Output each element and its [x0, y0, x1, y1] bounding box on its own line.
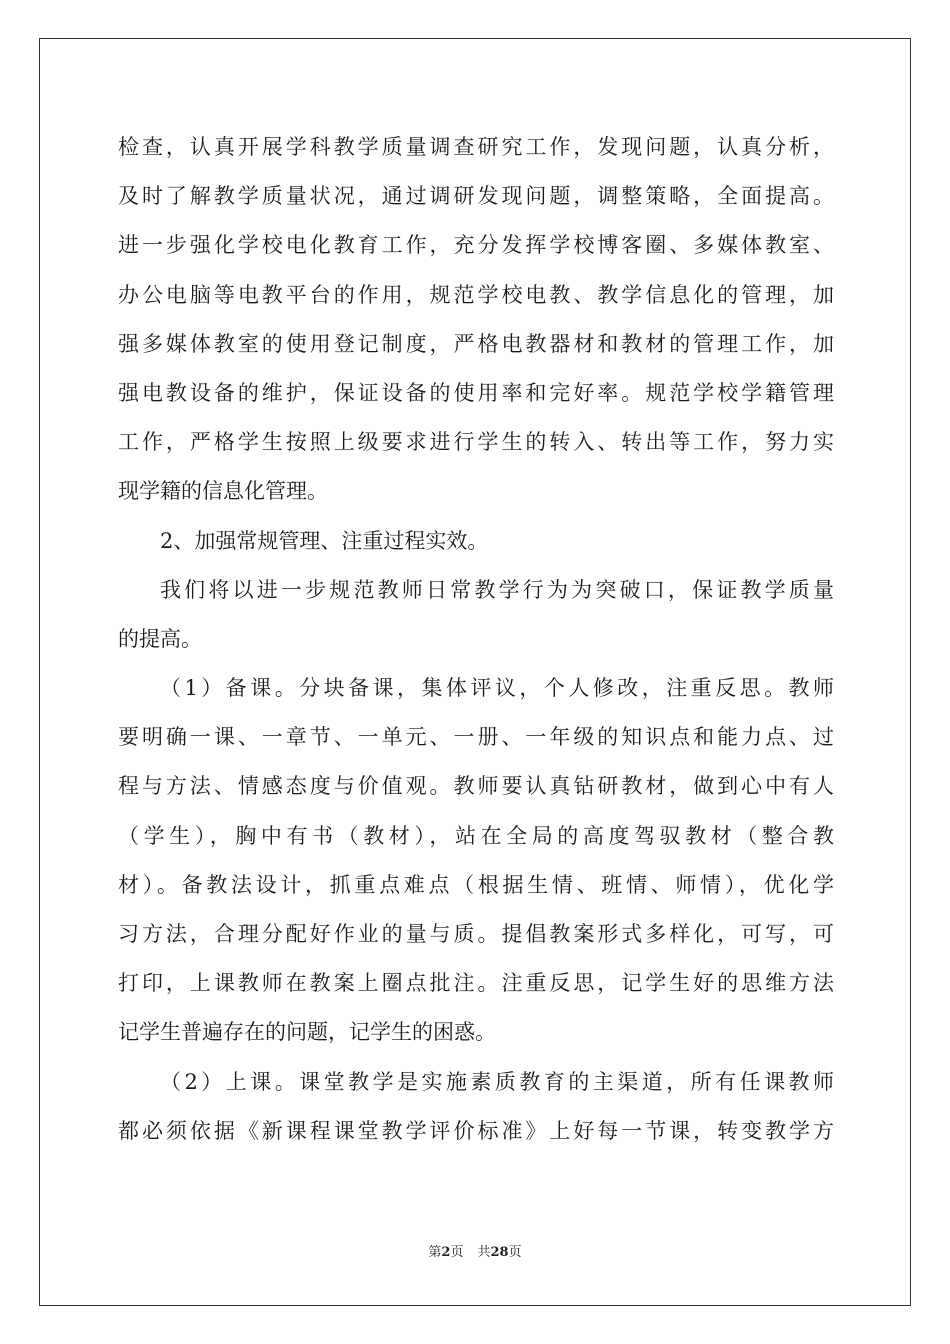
text-line: 办公电脑等电教平台的作用，规范学校电教、教学信息化的管理，加	[118, 282, 834, 307]
document-body	[118, 127, 834, 1160]
text-line: 都必须依据《新课程课堂教学评价标准》上好每一节课，转变教学方	[118, 1118, 834, 1143]
text-line: 材）。备教法设计，抓重点难点（根据生情、班情、师情），优化学	[118, 872, 834, 897]
text-line: 打印，上课教师在教案上圈点批注。注重反思，记学生好的思维方法	[118, 971, 834, 996]
total-pages: 28	[490, 1245, 509, 1260]
total-prefix: 共	[477, 1245, 491, 1260]
page-footer	[0, 1241, 950, 1260]
text-line: 进一步强化学校电化教育工作，充分发挥学校博客圈、多媒体教室、	[118, 233, 834, 258]
page-suffix: 页	[450, 1245, 464, 1260]
text-line: 强电教设备的维护，保证设备的使用率和完好率。规范学校学籍管理	[118, 380, 834, 405]
text-line: （2）上课。课堂教学是实施素质教育的主渠道，所有任课教师	[160, 1069, 834, 1094]
page-number: 2	[441, 1245, 451, 1260]
text-line: 要明确一课、一章节、一单元、一册、一年级的知识点和能力点、过	[118, 725, 834, 750]
text-line: 我们将以进一步规范教师日常教学行为为突破口，保证教学质量	[160, 577, 834, 602]
page-prefix: 第	[428, 1245, 442, 1260]
section-heading: 2、加强常规管理、注重过程实效。	[160, 528, 489, 553]
text-line: 工作，严格学生按照上级要求进行学生的转入、转出等工作，努力实	[118, 430, 834, 455]
total-suffix: 页	[508, 1245, 522, 1260]
text-line: 习方法，合理分配好作业的量与质。提倡教案形式多样化，可写，可	[118, 922, 834, 946]
text-line: 及时了解教学质量状况，通过调研发现问题，调整策略，全面提高。	[118, 184, 834, 209]
text-line: 程与方法、情感态度与价值观。教师要认真钻研教材，做到心中有人	[118, 774, 834, 799]
text-line: （学生），胸中有书（教材），站在全局的高度驾驭教材（整合教	[118, 823, 834, 848]
text-line: 强多媒体教室的使用登记制度，严格电教器材和教材的管理工作，加	[118, 331, 834, 356]
text-line: （1）备课。分块备课，集体评议，个人修改，注重反思。教师	[160, 676, 834, 701]
text-line: 记学生普遍存在的问题，记学生的困惑。	[118, 1020, 496, 1045]
text-line: 检查，认真开展学科教学质量调查研究工作，发现问题，认真分析，	[118, 135, 834, 159]
text-line: 的提高。	[118, 626, 202, 651]
text-line: 现学籍的信息化管理。	[118, 479, 328, 504]
